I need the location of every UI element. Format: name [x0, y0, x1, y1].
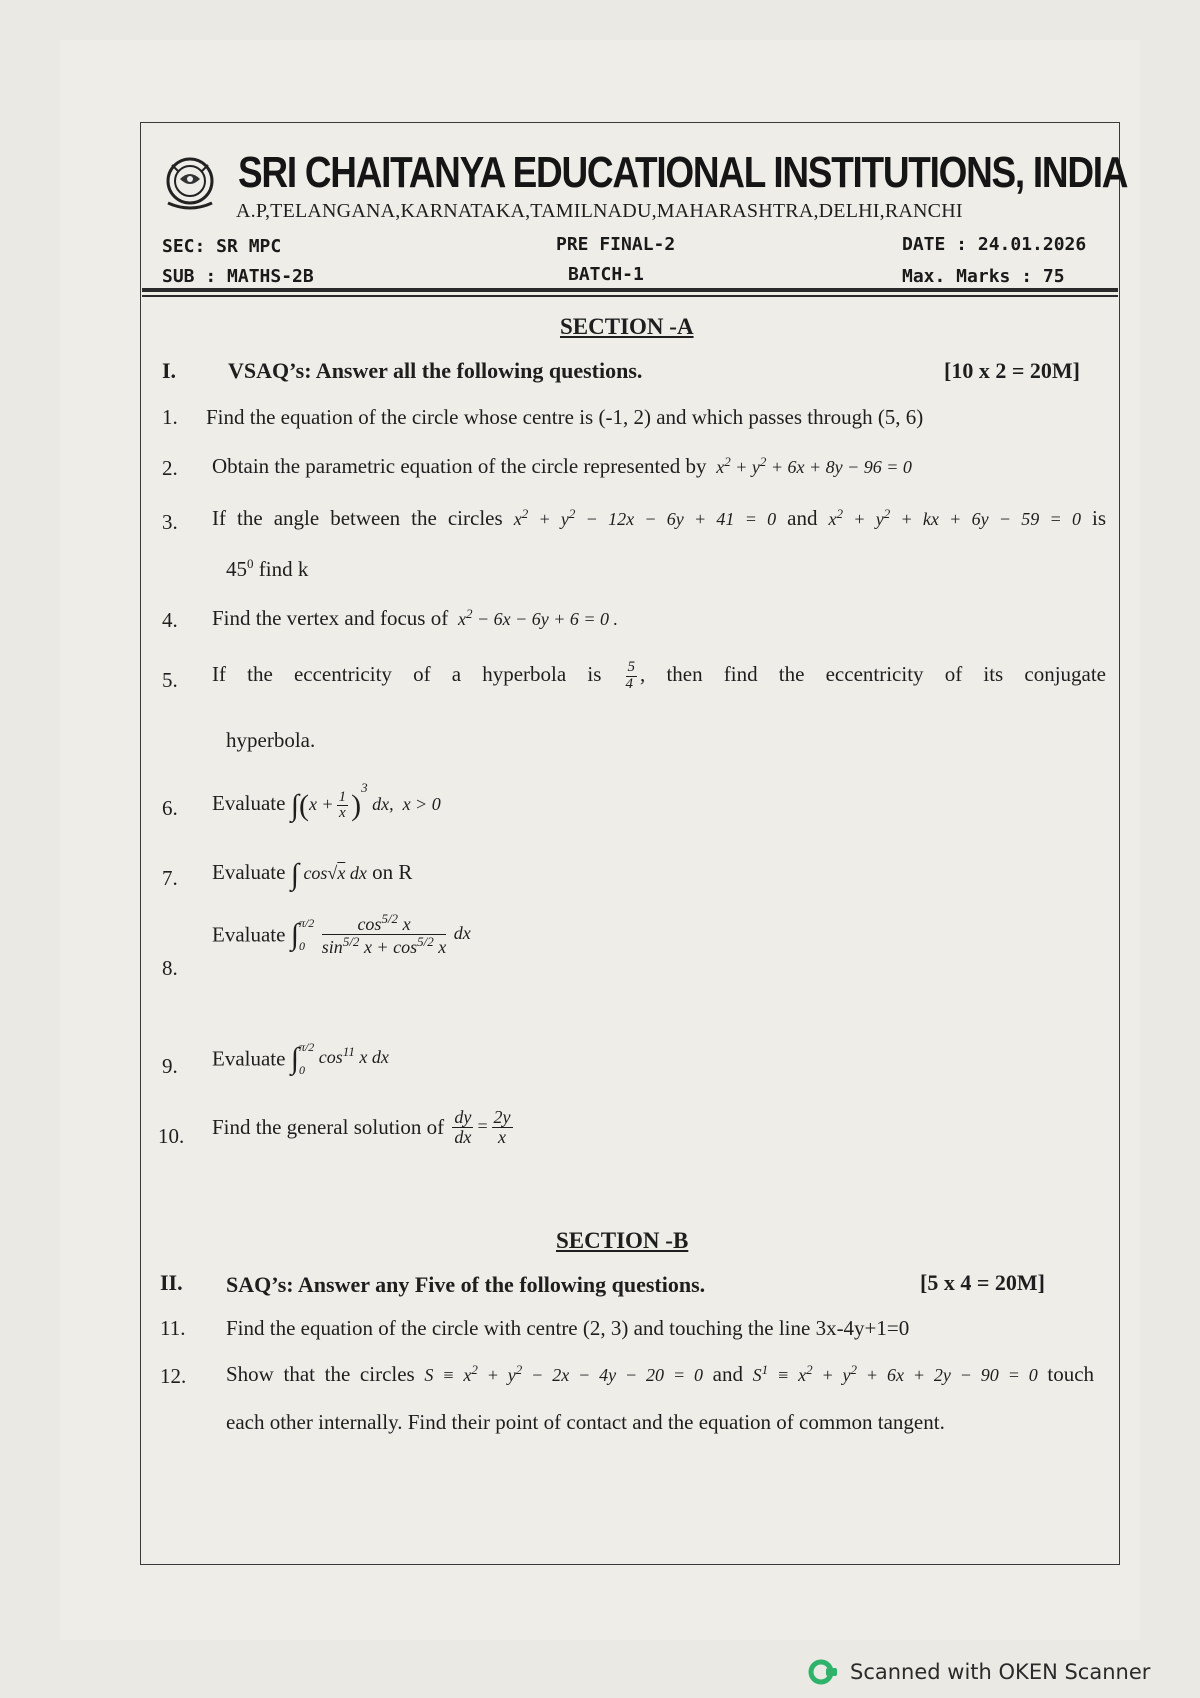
parabola-equation: $x^2 - 6x - 6y + 6 = 0$ . [453, 606, 619, 629]
question-number: 9. [162, 1054, 178, 1078]
institution-logo-icon [162, 155, 218, 211]
section-a-marks: [10 x 2 = 20M] [944, 358, 1080, 383]
institution-name: SRI CHAITANYA EDUCATIONAL INSTITUTIONS, INDIA [238, 148, 1128, 197]
question-text-continued [226, 556, 308, 582]
institution-states: A.P,TELANGANA,KARNATAKA,TAMILNADU,MAHARASHTRA,DELHI,RANCHI [236, 200, 963, 222]
question-text-part: and [787, 506, 818, 530]
section-a-roman: I. [162, 358, 177, 383]
question-text [226, 1362, 1094, 1387]
circle-equation-s: $S \equiv x^2 + y^2 - 2x - 4y - 20 = 0$ [424, 1362, 703, 1385]
question-text-part: Evaluate [212, 791, 286, 815]
question-number: 7. [162, 866, 178, 890]
question-text-part: , then find the eccentricity of its conjugate [640, 662, 1107, 687]
question-number: 3. [162, 510, 178, 534]
question-text [212, 1108, 516, 1147]
question-text-part: Evaluate [212, 922, 286, 947]
question-number: 10. [158, 1124, 185, 1148]
question-text-part: Find the vertex and focus of [212, 606, 449, 630]
definite-integral-expression: ∫ π/2 0 $\frac{\cos^{5/2} x}{\sin^{5/2} x + \cos^{5/2} x}$ dx [290, 911, 471, 958]
question-text-part: Obtain the parametric equation of the circle represented by [212, 454, 707, 478]
question-text-part: touch [1047, 1362, 1095, 1386]
question-text-part: is [1092, 506, 1107, 530]
section-b-marks: [5 x 4 = 20M] [920, 1270, 1045, 1295]
question-text [212, 858, 412, 892]
angle-value: $45^0$ [226, 556, 254, 581]
question-text-continued: each other internally. Find their point of contact and the equation of common tangent. [226, 1410, 945, 1434]
question-number: 6. [162, 796, 178, 820]
circle-equation-s1: $S^1 \equiv x^2 + y^2 + 6x + 2y - 90 = 0$ [752, 1362, 1038, 1385]
integral-expression: ∫(x + $\frac{1}{x}$ )$^3$ dx, x > 0 [290, 780, 441, 822]
question-text [212, 780, 441, 823]
question-text-part: on R [372, 860, 413, 885]
question-number: 5. [162, 668, 178, 692]
question-text [212, 506, 1106, 531]
exam-date: DATE : 24.01.2026 [902, 234, 1087, 255]
batch-label: BATCH-1 [568, 264, 644, 285]
question-number: 8. [162, 956, 178, 980]
question-number: 1. [162, 405, 178, 429]
question-text-part: If the eccentricity of a hyperbola is [212, 662, 602, 687]
scanner-logo-icon [808, 1658, 838, 1686]
scanner-label: Scanned with OKEN Scanner [850, 1660, 1151, 1684]
question-number: 12. [160, 1364, 187, 1388]
max-marks: Max. Marks : 75 [902, 266, 1065, 287]
question-text: Find the equation of the circle whose centre is (-1, 2) and which passes through (5, 6) [206, 405, 924, 429]
question-text-part: Show that the circles [226, 1362, 415, 1386]
header-divider-thin [142, 295, 1118, 297]
definite-integral-expression: ∫ π/2 0 $\cos^{11} x$ dx [290, 1040, 389, 1077]
section-a-instruction: VSAQ’s: Answer all the following questions. [228, 358, 643, 383]
question-text: Find the equation of the circle with centre (2, 3) and touching the line 3x-4y+1=0 [226, 1316, 910, 1340]
circle-equation-1: $x^2 + y^2 - 12x - 6y + 41 = 0$ [513, 506, 777, 529]
section-b-roman: II. [160, 1270, 183, 1295]
section-label: SEC: SR MPC [162, 236, 282, 257]
question-text-part: and [712, 1362, 743, 1386]
differential-equation: $\frac{dy}{dx}$ = $\frac{2y}{x}$ [454, 1107, 511, 1147]
section-a-title: SECTION -A [560, 314, 694, 339]
integral-expression: ∫ cos√x dx [290, 858, 367, 891]
exam-name: PRE FINAL-2 [556, 234, 676, 255]
question-text [212, 1036, 389, 1082]
question-number: 4. [162, 608, 178, 632]
question-text-part: Evaluate [212, 860, 286, 885]
question-text [212, 606, 618, 631]
section-b-instruction: SAQ’s: Answer any Five of the following questions. [226, 1272, 706, 1297]
scanner-watermark [808, 1658, 1150, 1686]
question-text [212, 454, 912, 479]
question-number: 2. [162, 456, 178, 480]
circle-equation: $x^2 + y^2 + 6x + 8y - 96 = 0$ [711, 454, 912, 477]
question-text-part: Evaluate [212, 1046, 286, 1071]
eccentricity-fraction: $\frac{5}{4}$ [625, 659, 636, 692]
question-text-part: Find the general solution of [212, 1114, 445, 1139]
question-text-part: If the angle between the circles [212, 506, 503, 530]
section-b-title: SECTION -B [556, 1228, 689, 1253]
circle-equation-2: $x^2 + y^2$ + kx + 6y − 59 = 0 [828, 506, 1081, 529]
question-text-continued: hyperbola. [226, 728, 316, 752]
header-divider [142, 288, 1118, 292]
question-number: 11. [160, 1316, 186, 1340]
subject-label: SUB : MATHS-2B [162, 266, 314, 287]
question-text-part: find k [258, 557, 309, 581]
question-text [212, 660, 1106, 693]
question-text [212, 912, 471, 958]
